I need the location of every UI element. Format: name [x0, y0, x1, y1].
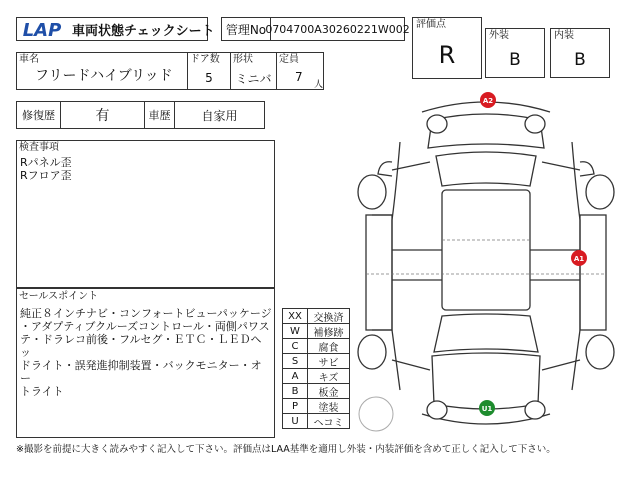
capacity-label: 定員 — [279, 54, 299, 65]
right-mirror-outline — [580, 162, 594, 176]
sales-points-text — [20, 307, 272, 398]
legend-row — [282, 308, 350, 324]
sales-point-line: テ・ドラレコ前後・フルセグ・ＥＴＣ・ＬＥＤヘッ — [20, 333, 262, 359]
exterior-score-label: 外装 — [489, 30, 509, 41]
marker-label: A1 — [573, 255, 585, 263]
legend-meaning: ヘコミ — [307, 413, 350, 429]
capacity-box — [276, 52, 324, 90]
marker-label: A2 — [482, 97, 494, 105]
front-right-tire-detail — [525, 115, 545, 133]
usage-label: 車歴 — [144, 101, 175, 129]
logo-text: LAP — [22, 20, 62, 41]
car-name-value: フリードハイブリッド — [35, 68, 173, 84]
overall-score-box — [412, 17, 482, 79]
rear-glass-outline — [434, 314, 538, 352]
management-no-label: 管理No — [221, 17, 271, 41]
legend-meaning: 腐食 — [307, 338, 350, 354]
legend-row — [282, 353, 350, 369]
spare-tire-circle — [359, 397, 393, 431]
windshield-outline — [436, 152, 536, 186]
sales-point-line: ・アダプティブクルーズコントロール・両側パワス — [20, 320, 270, 333]
exterior-score-value: B — [509, 50, 521, 70]
legend-code: P — [282, 398, 308, 414]
sheet-title: 車両状態チェックシート — [72, 23, 215, 39]
left-mirror-outline — [378, 162, 392, 176]
legend-code: C — [282, 338, 308, 354]
marker-label: U1 — [481, 405, 493, 413]
left-body-side — [392, 142, 400, 390]
overall-score-value: R — [438, 41, 456, 69]
footer-note: ※撮影を前提に大きく読みやすく記入して下さい。評価点はLAA基準を適用し外装・内装評価を含めて正しく記入して下さい。 — [16, 444, 556, 455]
repair-history-value: 有 — [60, 101, 145, 129]
legend-meaning: 塗装 — [307, 398, 350, 414]
legend-row — [282, 383, 350, 399]
damage-marker-a1 — [571, 250, 587, 266]
front-right-wheel — [586, 175, 614, 209]
inspection-notes-text — [20, 156, 72, 182]
doors-label: ドア数 — [190, 54, 220, 65]
rear-right-wheel — [586, 335, 614, 369]
legend-code: W — [282, 323, 308, 339]
roof-outline — [442, 190, 530, 310]
repair-history-label: 修復歴 — [16, 101, 61, 129]
exterior-score-box — [485, 28, 545, 78]
legend-meaning: 補修跡 — [307, 323, 350, 339]
rear-right-tire-detail — [525, 401, 545, 419]
interior-score-box — [550, 28, 610, 78]
left-side-panel — [366, 215, 392, 330]
legend-row — [282, 398, 350, 414]
inspection-note-line: Rパネル歪 — [20, 156, 72, 169]
right-body-side — [572, 142, 580, 390]
front-left-wheel — [358, 175, 386, 209]
legend-meaning: 交換済 — [307, 308, 350, 324]
body-shape-value: ミニバ — [235, 71, 272, 86]
body-shape-box — [230, 52, 277, 90]
legend-row — [282, 323, 350, 339]
right-side-panel — [580, 215, 606, 330]
damage-marker-u1 — [479, 400, 495, 416]
interior-score-label: 内装 — [554, 30, 574, 41]
legend-row — [282, 338, 350, 354]
legend-code: U — [282, 413, 308, 429]
legend-meaning: 板金 — [307, 383, 350, 399]
car-name-box — [16, 52, 188, 90]
rear-left-tire-detail — [427, 401, 447, 419]
rear-left-wheel — [358, 335, 386, 369]
sales-points-label: セールスポイント — [19, 291, 99, 302]
sales-point-line: ドライト・誤発進抑制装置・バックモニター・オー — [20, 359, 262, 385]
management-no-value: 0704700A30260221W002 — [270, 17, 405, 41]
legend-row — [282, 413, 350, 429]
capacity-value: 7 — [295, 70, 303, 84]
sales-points-box — [16, 288, 275, 438]
car-name-label: 車名 — [19, 54, 39, 65]
inspection-notes-label: 検査事項 — [19, 142, 59, 153]
interior-score-value: B — [574, 50, 586, 70]
legend-code: XX — [282, 308, 308, 324]
car-body-diagram — [352, 90, 620, 440]
legend-row — [282, 368, 350, 384]
sales-point-line: 純正８インチナビ・コンフォートビューパッケージ — [20, 307, 272, 320]
legend-code: S — [282, 353, 308, 369]
legend-code: B — [282, 383, 308, 399]
damage-marker-a2 — [480, 92, 496, 108]
capacity-unit: 人 — [314, 80, 324, 90]
front-left-tire-detail — [427, 115, 447, 133]
laa-logo — [16, 17, 68, 41]
doors-value: 5 — [205, 71, 213, 85]
inspection-note-line: Rフロア歪 — [20, 169, 72, 182]
usage-value: 自家用 — [174, 101, 265, 129]
legend-code: A — [282, 368, 308, 384]
legend-meaning: サビ — [307, 353, 350, 369]
sales-point-line: トライト — [20, 385, 64, 398]
overall-score-label: 評価点 — [416, 19, 446, 30]
doors-box — [187, 52, 231, 90]
body-shape-label: 形状 — [233, 54, 253, 65]
inspection-notes-box — [16, 140, 275, 288]
legend-meaning: キズ — [307, 368, 350, 384]
